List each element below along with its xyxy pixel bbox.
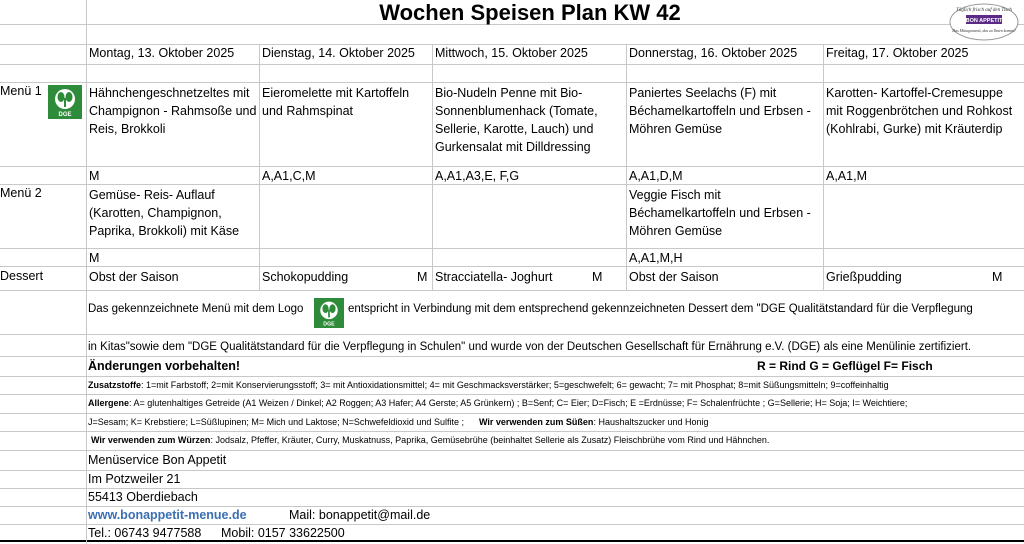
day-header-monday: Montag, 13. Oktober 2025 — [89, 46, 235, 60]
additives-label: Zusatzstoffe — [88, 380, 142, 390]
menu2-dish-monday: Gemüse- Reis- Auflauf (Karotten, Champignon, Paprika, Brokkoli) mit Käse — [89, 188, 240, 238]
grid-line — [0, 506, 1024, 507]
company-phone: Tel.: 06743 9477588 — [88, 526, 202, 540]
allergens-label: Allergene — [88, 398, 130, 408]
sweeteners-text: : Haushaltszucker und Honig — [593, 417, 709, 427]
grid-line — [0, 82, 1024, 83]
logo-name: BON APPETIT — [965, 18, 1003, 24]
grid-line — [0, 450, 1024, 451]
grid-line — [259, 44, 260, 290]
grid-line — [86, 0, 87, 544]
day-header-friday: Freitag, 17. Oktober 2025 — [826, 46, 969, 60]
meat-legend: R = Rind G = Geflügel F= Fisch — [757, 359, 933, 373]
row-label-menu1: Menü 1 — [0, 84, 42, 98]
dessert-dish-monday: Obst der Saison — [89, 270, 179, 284]
company-mail[interactable]: Mail: bonappetit@mail.de — [289, 508, 431, 522]
allergens-text: : A= glutenhaltiges Getreide (A1 Weizen / Dinkel; A2 Roggen; A3 Hafer; A4 Gerste; A5 Grünkern) ; B=Senf; C= Eier; D=Fisch; E =Erdnüsse; F= Schalenfrüchte ; G=Sellerie; H= Soja; I= Weichtiere; — [129, 398, 908, 408]
menu1-dish-wednesday: Bio-Nudeln Penne mit Bio-Sonnenblumenhack (Tomate, Sellerie, Karotte, Lauch) und Gurkensalat mit Dilldressing — [435, 86, 598, 154]
dge-logo-text: DGE — [58, 112, 72, 118]
dessert-allergens-tuesday: M — [417, 270, 428, 284]
dge-logo-icon — [48, 85, 82, 119]
grid-line — [0, 413, 1024, 414]
day-header-thursday: Donnerstag, 16. Oktober 2025 — [629, 46, 798, 60]
grid-line — [0, 44, 1024, 45]
dessert-allergens-wednesday: M — [592, 270, 603, 284]
menu1-allergens-wednesday: A,A1,A3,E, F,G — [435, 169, 520, 183]
company-mobile: Mobil: 0157 33622500 — [221, 526, 345, 540]
grid-line — [0, 394, 1024, 395]
dessert-dish-friday: Grießpudding — [826, 270, 902, 284]
dge-note-part1: Das gekennzeichnete Menü mit dem Logo — [88, 303, 304, 315]
additives-line — [88, 380, 889, 390]
spices-label: Wir verwenden zum Würzen — [91, 435, 211, 445]
menu1-dish-monday: Hähnchengeschnetzeltes mit Champignon - Rahmsoße und Reis, Brokkoli — [89, 86, 257, 136]
grid-line — [626, 44, 627, 290]
dge-logo-icon — [314, 298, 344, 328]
allergens-line — [88, 398, 907, 408]
menu2-allergens-monday: M — [89, 251, 100, 265]
company-name: Menüservice Bon Appetit — [88, 453, 227, 467]
sweeteners-label: Wir verwenden zum Süßen — [478, 417, 594, 427]
menu1-dish-thursday: Paniertes Seelachs (F) mit Béchamelkartoffeln und Erbsen - Möhren Gemüse — [629, 86, 811, 136]
logo-slogan: Das Mittagsmenü, das zu Ihnen kommt! — [952, 28, 1016, 33]
grid-line — [0, 334, 1024, 335]
day-header-tuesday: Dienstag, 14. Oktober 2025 — [262, 46, 415, 60]
grid-line — [0, 488, 1024, 489]
spices-line — [91, 435, 769, 445]
grid-line — [0, 266, 1024, 267]
grid-line — [0, 64, 1024, 65]
dessert-dish-thursday: Obst der Saison — [629, 270, 719, 284]
grid-line — [0, 524, 1024, 525]
grid-line — [0, 431, 1024, 432]
website-link[interactable]: www.bonappetit-menue.de — [88, 508, 247, 522]
grid-line — [0, 470, 1024, 471]
grid-line — [0, 540, 1024, 542]
dge-note-part2: entspricht in Verbindung mit dem entsprechend gekennzeichneten Dessert dem "DGE Qualitätstandard für die Verpflegung — [348, 303, 973, 315]
dge-note-line2: in Kitas"sowie dem "DGE Qualitätstandard für die Verpflegung in Schulen" und wurde von der Deutschen Gesellschaft für Ernährung e.V. (DGE) als eine Menülinie zertifiziert. — [88, 341, 972, 353]
grid-line — [0, 376, 1024, 377]
company-city: 55413 Oberdiebach — [88, 490, 198, 504]
bon-appetit-logo — [948, 2, 1020, 42]
grid-line — [0, 290, 1024, 291]
dessert-allergens-friday: M — [992, 270, 1003, 284]
menu2-dish-thursday: Veggie Fisch mit Béchamelkartoffeln und Erbsen - Möhren Gemüse — [629, 188, 811, 238]
changes-notice: Änderungen vorbehalten! — [88, 359, 241, 373]
grid-line — [823, 44, 824, 290]
menu2-allergens-thursday: A,A1,M,H — [629, 251, 683, 265]
grid-line — [432, 44, 433, 290]
allergens-line2-text: J=Sesam; K= Krebstiere; L=Süßlupinen; M= Mich und Laktose; N=Schwefeldioxid und Sulfite ; — [88, 417, 464, 427]
day-header-wednesday: Mittwoch, 15. Oktober 2025 — [435, 46, 588, 60]
allergens-line2 — [88, 417, 709, 427]
grid-line — [0, 248, 1024, 249]
page-title: Wochen Speisen Plan KW 42 — [379, 0, 681, 25]
logo-top-text: Täglich frisch auf den Tisch — [956, 8, 1012, 13]
dessert-dish-wednesday: Stracciatella- Joghurt — [435, 270, 553, 284]
spices-text: : Jodsalz, Pfeffer, Kräuter, Curry, Muskatnuss, Paprika, Gemüsebrühe (beinhaltet Sellerie als Zusatz) Fleischbrühe vom Rind und Hähnchen. — [210, 435, 770, 445]
additives-text: : 1=mit Farbstoff; 2=mit Konservierungsstoff; 3= mit Antioxidationsmittel; 4= mit Geschmacksverstärker; 5=geschwefelt; 6= gewacht; 7= mit Phosphat; 8=mit Süßungsmitteln; 9=coffeinhaltig — [141, 380, 889, 390]
menu1-allergens-monday: M — [89, 169, 100, 183]
row-label-dessert: Dessert — [0, 269, 44, 283]
company-street: Im Potzweiler 21 — [88, 472, 181, 486]
dge-logo-text: DGE — [323, 321, 335, 327]
menu1-dish-tuesday: Eieromelette mit Kartoffeln und Rahmspinat — [262, 86, 410, 118]
dessert-dish-tuesday: Schokopudding — [262, 270, 349, 284]
row-label-menu2: Menü 2 — [0, 186, 42, 200]
menu1-allergens-thursday: A,A1,D,M — [629, 169, 683, 183]
menu1-allergens-tuesday: A,A1,C,M — [262, 169, 316, 183]
grid-line — [0, 356, 1024, 357]
menu1-dish-friday: Karotten- Kartoffel-Cremesuppe mit Roggenbrötchen und Rohkost (Kohlrabi, Gurke) mit Kräuterdip — [826, 86, 1013, 136]
menu1-allergens-friday: A,A1,M — [826, 169, 867, 183]
